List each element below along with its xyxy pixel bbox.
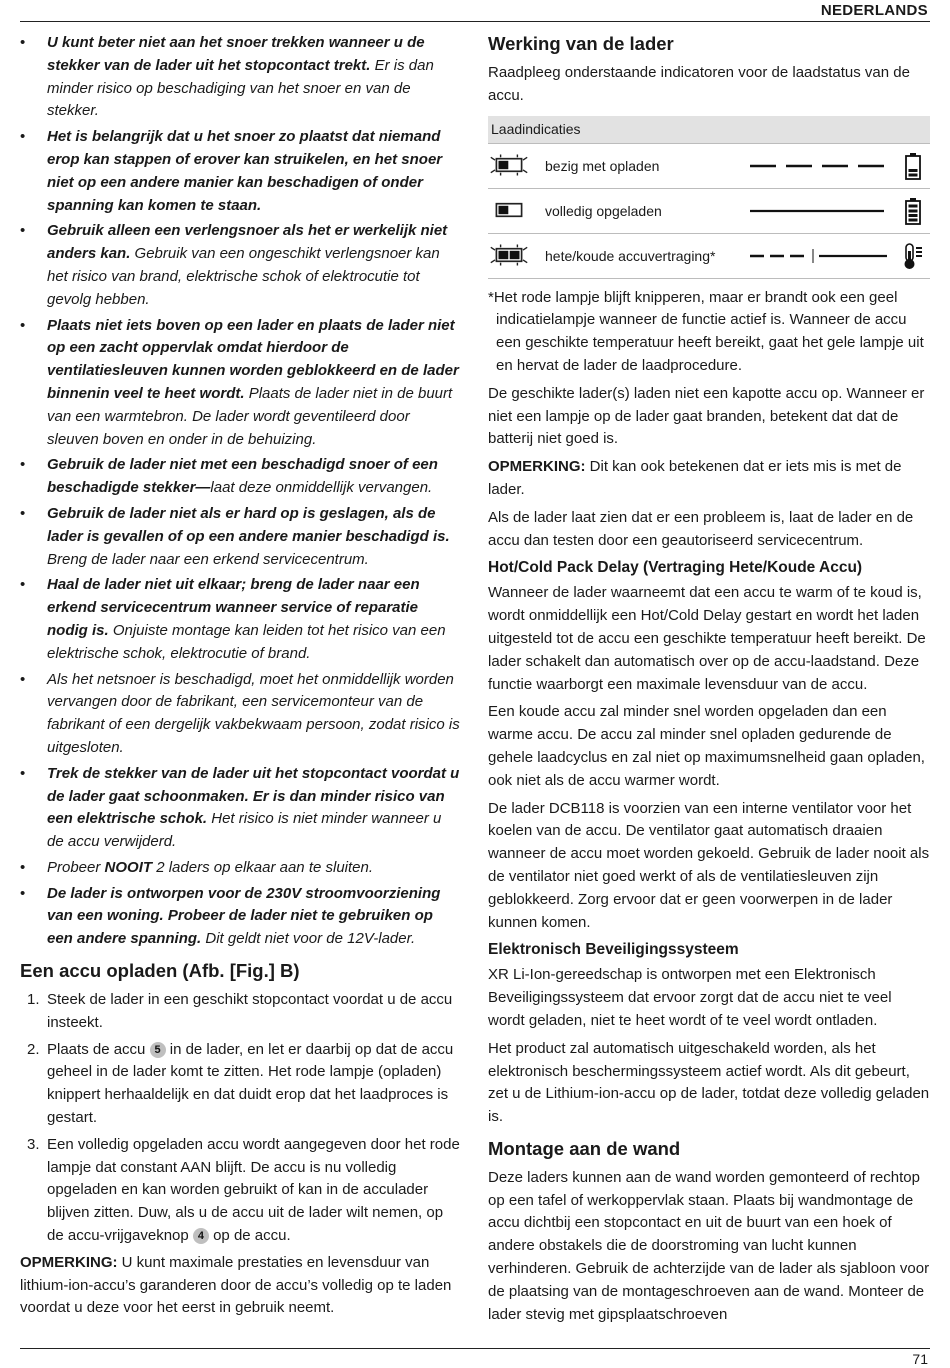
right-column — [488, 32, 930, 1331]
footer-rule — [20, 1348, 930, 1349]
charger-led-solid-icon — [488, 195, 530, 225]
protection-paragraph-1: XR Li-Ion-gereedschap is ontworpen met een Elektronisch Beveiligingssysteem dat ervoor zorgt dat de accu niet te veel wordt geladen, niet te heet wordt of te veel wordt ontladen. — [488, 966, 892, 1029]
header-rule — [20, 21, 930, 22]
safety-bullet-9: • Trek de stekker van de lader uit het stopcontact voordat u de lader gaat schoonmaken. Er is dan minder risico van een elektrische schok. Het risico is niet minder wanneer u de accu verwijderd. — [20, 763, 460, 854]
safety-bullet-6: • Gebruik de lader niet als er hard op is geslagen, als de lader is gevallen of op een andere manier beschadigd is. Breng de lader naar een erkend servicecentrum. — [20, 503, 460, 571]
charger-led-flashing-dual-icon — [488, 240, 530, 270]
charging-heading: Een accu opladen (Afb. [Fig.] B) — [20, 960, 300, 982]
safety-bullet-11: • De lader is ontworpen voor de 230V stroomvoorziening van een woning. Probeer de lader niet te gebruiken op een andere spanning. Dit geldt niet voor de 12V-lader. — [20, 883, 460, 951]
indicator-row-hot-cold — [488, 234, 930, 279]
hot-cold-paragraph-3: De lader DCB118 is voorzien van een interne ventilator voor het koelen van de accu. De ventilator gaat automatisch draaien wanneer de accu moet worden gekoeld. Gebruik de lader nooit als de ventilator niet goed werkt of als de ventilatiesleuven zijn geblokkeerd. Zorg ervoor dat er geen voorwerpen in de lader kunnen komen. — [488, 799, 930, 931]
charging-steps — [20, 989, 460, 1248]
charging-step-2: 2. Plaats de accu 5 in de lader, en let er daarbij op dat de accu geheel in de lader komt te zitten. Het rode lampje (opladen) knippert herhaaldelijk en dat duidt erop dat het laadproces is gestart. — [27, 1040, 454, 1127]
hot-cold-heading: Hot/Cold Pack Delay (Vertraging Hete/Koude Accu) — [488, 559, 863, 577]
defective-pack-paragraph: De geschikte lader(s) laden niet een kapotte accu op. Wanneer er niet een lampje op de lader gaat branden, betekent dat dat de batterij niet goed is. — [488, 384, 925, 448]
hot-cold-paragraph-1: Wanneer de lader waarneemt dat een accu te warm of te koud is, wordt onmiddellijk een Hot/Cold Delay gestart en wordt het laden uitgesteld tot de accu een geschikte temperatuur heeft bereikt. De lader schakelt dan automatisch over op de accu-laadstand. Deze functie waarborgt een maximale levensduur van de accu. — [488, 584, 926, 693]
indicator-row-charging — [488, 144, 930, 189]
working-intro: Raadpleeg onderstaande indicatoren voor de laadstatus van de accu. — [488, 64, 910, 104]
page-number: 71 — [912, 1351, 928, 1367]
callout-badge-4: 4 — [193, 1228, 209, 1244]
full-battery-icon — [900, 197, 926, 225]
safety-bullet-5: • Gebruik de lader niet met een beschadigd snoer of een beschadigde stekker—laat deze onmiddellijk vervangen. — [20, 454, 460, 500]
problem-paragraph: Als de lader laat zien dat er een probleem is, laat de lader en de accu dan testen door een geautoriseerd servicecentrum. — [488, 508, 914, 549]
protection-paragraph-2: Het product zal automatisch uitgeschakeld worden, als het elektronisch beschermingssysteem actief wordt. Als dit gebeurt, zet u de Lithium-ion-accu op de lader, totdat deze volledig geladen is. — [488, 1039, 930, 1126]
callout-badge-5: 5 — [150, 1042, 166, 1058]
safety-bullet-list — [20, 32, 460, 951]
protection-heading: Elektronisch Beveiligingssysteem — [488, 941, 739, 959]
safety-bullet-3: • Gebruik alleen een verlengsnoer als het er werkelijk niet anders kan. Gebruik van een ongeschikt verlengsnoer kan het risico van brand, elektrische schok of elektrocutie tot gevolg hebben. — [20, 220, 460, 311]
indicator-dash-then-solid-line — [750, 248, 890, 264]
working-heading: Werking van de lader — [488, 33, 674, 54]
indicator-row-full — [488, 189, 930, 234]
right-note: OPMERKING: Dit kan ook betekenen dat er iets mis is met de lader. — [488, 458, 902, 498]
left-column — [20, 32, 460, 1325]
hot-cold-paragraph-2: Een koude accu zal minder snel worden opgeladen dan een warme accu. De accu zal minder snel opladen gedurende de gehele laadcyclus en zal niet op maximumsnelheid gaan opladen, ook niet als de accu warmer wordt. — [488, 703, 925, 789]
safety-bullet-7: • Haal de lader niet uit elkaar; breng de lader naar een erkend servicecentrum wanneer service of reparatie nodig is. Onjuiste montage kan leiden tot het risico van een elektrische schok, elektrocutie of brand. — [20, 574, 460, 665]
indicator-footnote: *Het rode lampje blijft knipperen, maar er brandt ook een geel indicatielampje wanneer de functie actief is. Wanneer de accu een geschikte temperatuur heeft bereikt, gaat het gele lampje uit en hervat de lader de laadprocedure. — [488, 288, 924, 374]
charging-battery-icon — [900, 152, 926, 180]
header-language: NEDERLANDS — [820, 2, 928, 19]
wall-mount-paragraph: Deze laders kunnen aan de wand worden gemonteerd of rechtop op een tafel of werkoppervlak staan. Plaats bij wandmontage de accu dichtbij een stopcontact en uit de buurt van een hoek of andere obstakels die de doorstroming van lucht kunnen verhinderen. Gebruik de achterzijde van de lader als sjabloon voor de plaatsing van de montageschroeven aan de wand. Monteer de lader stevig met gipsplaatschroeven — [488, 1168, 930, 1323]
indicator-label-hot-cold: hete/koude accuvertraging* — [545, 247, 716, 264]
safety-bullet-1: • U kunt beter niet aan het snoer trekken wanneer u de stekker van de lader uit het stopcontact trekt. Er is dan minder risico op beschadiging van het snoer en van de stekker. — [20, 32, 460, 123]
wall-mount-heading: Montage aan de wand — [488, 1137, 681, 1159]
left-note: OPMERKING: U kunt maximale prestaties en levensduur van lithium-ion-accu’s garanderen door de accu’s volledig op te laden voordat u deze voor het eerst in gebruik neemt. — [20, 1253, 452, 1317]
indicator-table-title: Laadindicaties — [488, 116, 930, 144]
thermometer-icon — [900, 242, 926, 270]
charger-led-flashing-icon — [488, 150, 530, 180]
safety-bullet-4: • Plaats niet iets boven op een lader en plaats de lader niet op een zacht oppervlak omdat hierdoor de ventilatiesleuven kunnen worden geblokkeerd en de lader binnenin veel te heet wordt. Plaats de lader niet in de buurt van een warmtebron. De lader wordt geventileerd door sleuven boven en onder in de behuizing. — [20, 315, 460, 452]
indicator-dashed-line — [750, 158, 890, 174]
indicator-solid-line — [750, 203, 890, 219]
safety-bullet-2: • Het is belangrijk dat u het snoer zo plaatst dat niemand erop kan stappen of erover kan struikelen, en het snoer niet op een andere manier kan beschadigen of onder spanning kan komen te staan. — [20, 126, 460, 217]
charging-step-3: 3. Een volledig opgeladen accu wordt aangegeven door het rode lampje dat constant AAN blijft. De accu is nu volledig opgeladen en kan worden gebruikt of kan in de acculader blijven zitten. Duw, als u de accu uit de lader wilt nemen, op de accu-vrijgaveknop 4 op de accu. — [27, 1135, 460, 1245]
indicator-label-full: volledig opgeladen — [545, 202, 662, 219]
safety-bullet-8: • Als het netsnoer is beschadigd, moet het onmiddellijk worden vervangen door de fabrikant, een servicemonteur van de fabrikant of een dergelijk vakbekwaam persoon, zodat risico is uitgesloten. — [20, 669, 460, 760]
indicator-table — [488, 116, 930, 279]
charging-step-1: 1. Steek de lader in een geschikt stopcontact voordat u de accu insteekt. — [27, 991, 453, 1031]
indicator-label-charging: bezig met opladen — [545, 157, 660, 174]
safety-bullet-10: • Probeer NOOIT 2 laders op elkaar aan te sluiten. — [20, 857, 460, 880]
